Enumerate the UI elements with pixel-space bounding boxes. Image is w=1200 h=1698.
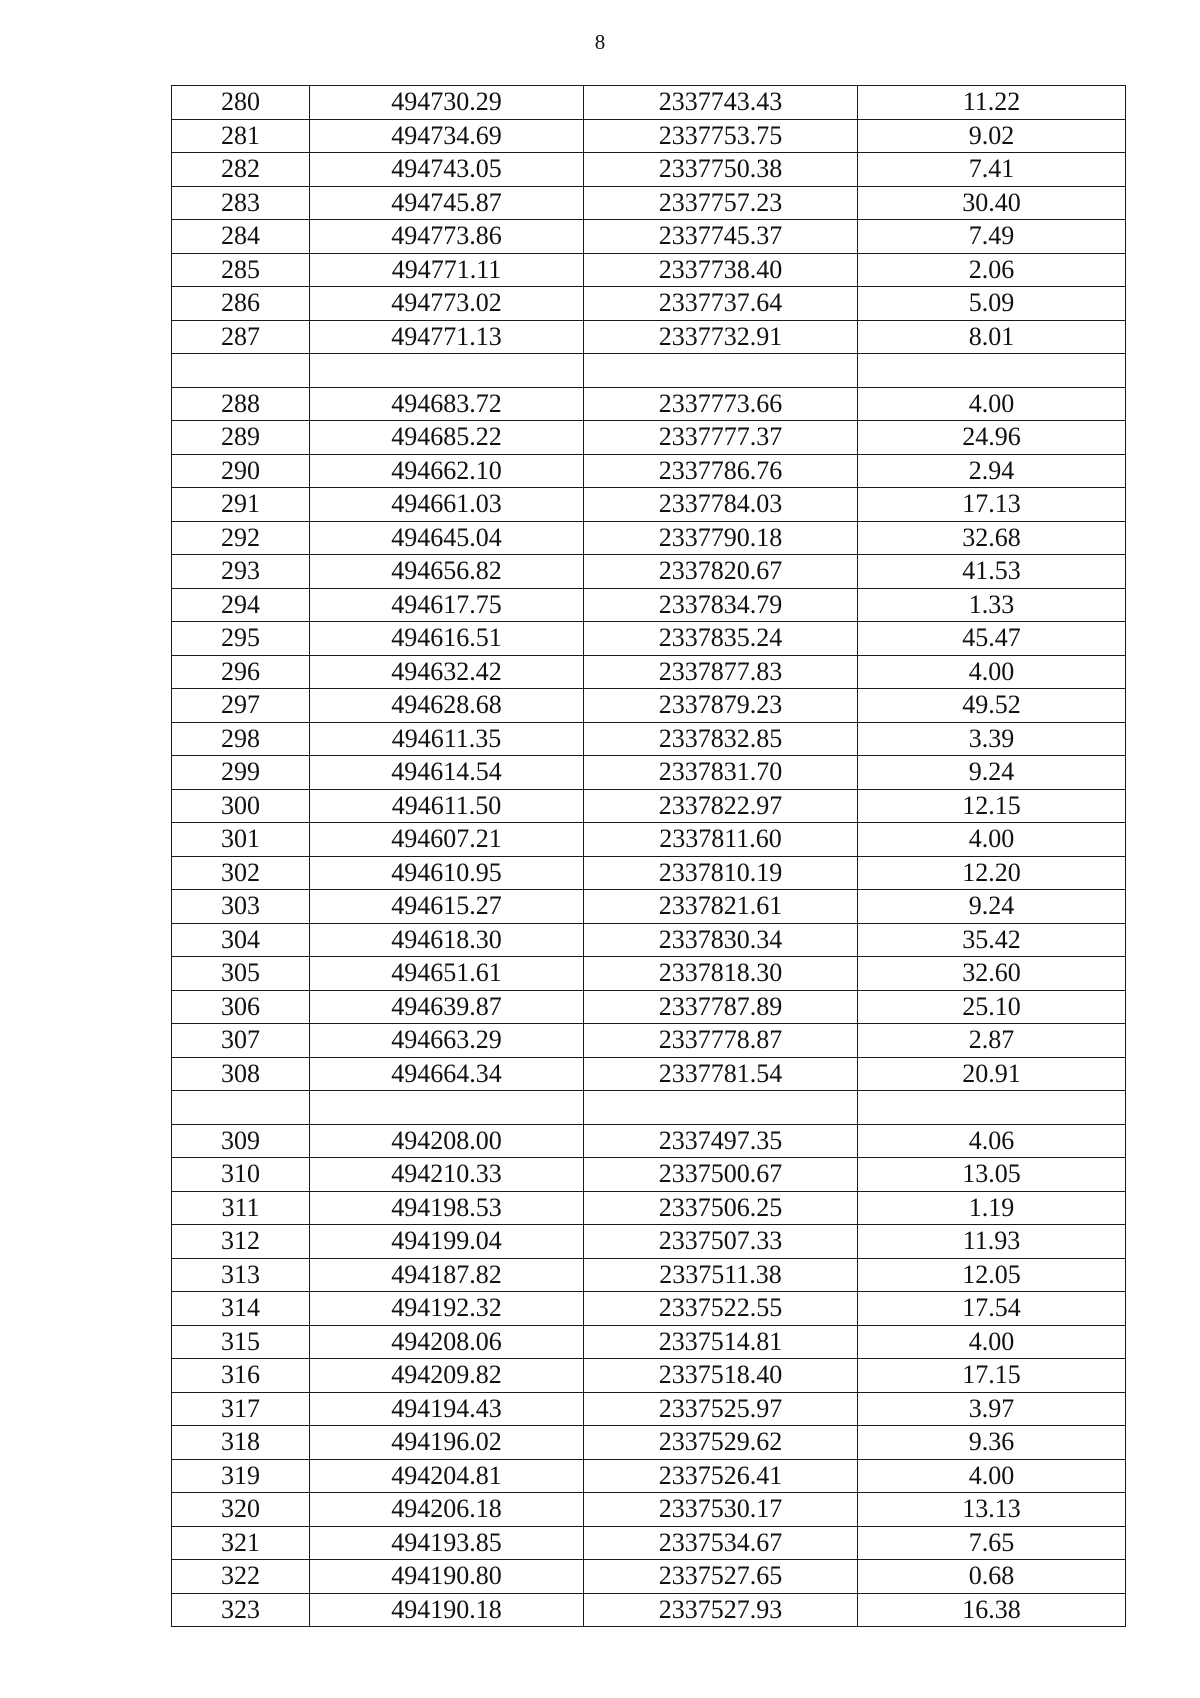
y-coordinate-cell: 2337743.43: [584, 86, 858, 120]
distance-cell: 4.00: [858, 823, 1126, 857]
table-row: [172, 823, 1126, 857]
point-number-cell: 287: [172, 320, 310, 354]
point-number-cell: 299: [172, 756, 310, 790]
table-row: [172, 86, 1126, 120]
distance-cell: 17.15: [858, 1359, 1126, 1393]
x-coordinate-cell: 494206.18: [310, 1493, 584, 1527]
table-row: [172, 1225, 1126, 1259]
table-row: [172, 119, 1126, 153]
distance-cell: 9.24: [858, 890, 1126, 924]
table-row: [172, 287, 1126, 321]
y-coordinate-cell: 2337732.91: [584, 320, 858, 354]
y-coordinate-cell: 2337877.83: [584, 655, 858, 689]
x-coordinate-cell: 494196.02: [310, 1426, 584, 1460]
x-coordinate-cell: 494190.80: [310, 1560, 584, 1594]
table-row: [172, 153, 1126, 187]
point-number-cell: 316: [172, 1359, 310, 1393]
x-coordinate-cell: 494210.33: [310, 1158, 584, 1192]
point-number-cell: 289: [172, 421, 310, 455]
point-number-cell: 284: [172, 220, 310, 254]
x-coordinate-cell: 494198.53: [310, 1191, 584, 1225]
x-coordinate-cell: 494628.68: [310, 689, 584, 723]
table-row: [172, 1158, 1126, 1192]
y-coordinate-cell: 2337834.79: [584, 588, 858, 622]
distance-cell: 16.38: [858, 1593, 1126, 1627]
point-number-cell: 310: [172, 1158, 310, 1192]
x-coordinate-cell: 494734.69: [310, 119, 584, 153]
distance-cell: 3.97: [858, 1392, 1126, 1426]
point-number-cell: 318: [172, 1426, 310, 1460]
distance-cell: 30.40: [858, 186, 1126, 220]
y-coordinate-cell: 2337527.65: [584, 1560, 858, 1594]
x-coordinate-cell: 494208.00: [310, 1124, 584, 1158]
x-coordinate-cell: 494192.32: [310, 1292, 584, 1326]
point-number-cell: 302: [172, 856, 310, 890]
table-row: [172, 1493, 1126, 1527]
y-coordinate-cell: 2337787.89: [584, 990, 858, 1024]
table-row: [172, 454, 1126, 488]
table-row: [172, 1359, 1126, 1393]
table-row: [172, 990, 1126, 1024]
table-row: [172, 1258, 1126, 1292]
distance-cell: [858, 354, 1126, 388]
y-coordinate-cell: 2337518.40: [584, 1359, 858, 1393]
table-row: [172, 521, 1126, 555]
distance-cell: 2.87: [858, 1024, 1126, 1058]
table-row: [172, 421, 1126, 455]
x-coordinate-cell: 494645.04: [310, 521, 584, 555]
y-coordinate-cell: 2337738.40: [584, 253, 858, 287]
distance-cell: 0.68: [858, 1560, 1126, 1594]
y-coordinate-cell: 2337835.24: [584, 622, 858, 656]
distance-cell: 8.01: [858, 320, 1126, 354]
point-number-cell: 317: [172, 1392, 310, 1426]
point-number-cell: 321: [172, 1526, 310, 1560]
x-coordinate-cell: 494618.30: [310, 923, 584, 957]
point-number-cell: 315: [172, 1325, 310, 1359]
table-row: [172, 689, 1126, 723]
y-coordinate-cell: 2337790.18: [584, 521, 858, 555]
distance-cell: 25.10: [858, 990, 1126, 1024]
x-coordinate-cell: 494639.87: [310, 990, 584, 1024]
point-number-cell: 309: [172, 1124, 310, 1158]
table-row: [172, 722, 1126, 756]
y-coordinate-cell: 2337753.75: [584, 119, 858, 153]
point-number-cell: 295: [172, 622, 310, 656]
y-coordinate-cell: 2337525.97: [584, 1392, 858, 1426]
y-coordinate-cell: 2337778.87: [584, 1024, 858, 1058]
y-coordinate-cell: 2337529.62: [584, 1426, 858, 1460]
distance-cell: 20.91: [858, 1057, 1126, 1091]
table-row: [172, 1057, 1126, 1091]
table-row: [172, 555, 1126, 589]
table-row: [172, 1560, 1126, 1594]
table-row: [172, 1526, 1126, 1560]
table-row: [172, 1426, 1126, 1460]
table-row: [172, 622, 1126, 656]
y-coordinate-cell: 2337818.30: [584, 957, 858, 991]
table-body: [172, 86, 1126, 1627]
table-row: [172, 588, 1126, 622]
x-coordinate-cell: 494193.85: [310, 1526, 584, 1560]
point-number-cell: 293: [172, 555, 310, 589]
distance-cell: 17.13: [858, 488, 1126, 522]
point-number-cell: 296: [172, 655, 310, 689]
y-coordinate-cell: 2337750.38: [584, 153, 858, 187]
distance-cell: 41.53: [858, 555, 1126, 589]
table-row: [172, 1392, 1126, 1426]
point-number-cell: 314: [172, 1292, 310, 1326]
distance-cell: 13.13: [858, 1493, 1126, 1527]
point-number-cell: 294: [172, 588, 310, 622]
y-coordinate-cell: 2337530.17: [584, 1493, 858, 1527]
y-coordinate-cell: 2337757.23: [584, 186, 858, 220]
point-number-cell: 291: [172, 488, 310, 522]
point-number-cell: 292: [172, 521, 310, 555]
table-row: [172, 1593, 1126, 1627]
table-row: [172, 387, 1126, 421]
y-coordinate-cell: 2337514.81: [584, 1325, 858, 1359]
distance-cell: 12.20: [858, 856, 1126, 890]
y-coordinate-cell: 2337786.76: [584, 454, 858, 488]
x-coordinate-cell: 494611.35: [310, 722, 584, 756]
y-coordinate-cell: 2337534.67: [584, 1526, 858, 1560]
table-row: [172, 320, 1126, 354]
distance-cell: 7.65: [858, 1526, 1126, 1560]
distance-cell: 5.09: [858, 287, 1126, 321]
distance-cell: 24.96: [858, 421, 1126, 455]
point-number-cell: 283: [172, 186, 310, 220]
x-coordinate-cell: 494610.95: [310, 856, 584, 890]
x-coordinate-cell: 494614.54: [310, 756, 584, 790]
y-coordinate-cell: 2337737.64: [584, 287, 858, 321]
point-number-cell: 304: [172, 923, 310, 957]
x-coordinate-cell: 494771.11: [310, 253, 584, 287]
y-coordinate-cell: 2337820.67: [584, 555, 858, 589]
point-number-cell: 311: [172, 1191, 310, 1225]
distance-cell: 4.00: [858, 1459, 1126, 1493]
x-coordinate-cell: 494730.29: [310, 86, 584, 120]
point-number-cell: 313: [172, 1258, 310, 1292]
x-coordinate-cell: 494615.27: [310, 890, 584, 924]
x-coordinate-cell: 494663.29: [310, 1024, 584, 1058]
point-number-cell: 312: [172, 1225, 310, 1259]
y-coordinate-cell: 2337879.23: [584, 689, 858, 723]
distance-cell: 2.06: [858, 253, 1126, 287]
y-coordinate-cell: 2337511.38: [584, 1258, 858, 1292]
point-number-cell: 281: [172, 119, 310, 153]
y-coordinate-cell: 2337821.61: [584, 890, 858, 924]
y-coordinate-cell: 2337506.25: [584, 1191, 858, 1225]
y-coordinate-cell: 2337822.97: [584, 789, 858, 823]
table-row: [172, 488, 1126, 522]
coordinates-table: [171, 85, 1126, 1627]
table-row: [172, 253, 1126, 287]
y-coordinate-cell: [584, 1091, 858, 1125]
x-coordinate-cell: 494617.75: [310, 588, 584, 622]
separator-row: [172, 354, 1126, 388]
y-coordinate-cell: 2337784.03: [584, 488, 858, 522]
distance-cell: 1.33: [858, 588, 1126, 622]
y-coordinate-cell: 2337777.37: [584, 421, 858, 455]
point-number-cell: 286: [172, 287, 310, 321]
y-coordinate-cell: 2337500.67: [584, 1158, 858, 1192]
distance-cell: 4.06: [858, 1124, 1126, 1158]
x-coordinate-cell: 494683.72: [310, 387, 584, 421]
x-coordinate-cell: 494656.82: [310, 555, 584, 589]
x-coordinate-cell: [310, 1091, 584, 1125]
distance-cell: 4.00: [858, 1325, 1126, 1359]
table-row: [172, 186, 1126, 220]
point-number-cell: 298: [172, 722, 310, 756]
y-coordinate-cell: 2337781.54: [584, 1057, 858, 1091]
y-coordinate-cell: 2337522.55: [584, 1292, 858, 1326]
table-row: [172, 1191, 1126, 1225]
table-row: [172, 1325, 1126, 1359]
x-coordinate-cell: 494208.06: [310, 1325, 584, 1359]
distance-cell: 9.02: [858, 119, 1126, 153]
distance-cell: 32.60: [858, 957, 1126, 991]
point-number-cell: 303: [172, 890, 310, 924]
distance-cell: 4.00: [858, 387, 1126, 421]
table-row: [172, 1459, 1126, 1493]
x-coordinate-cell: 494743.05: [310, 153, 584, 187]
x-coordinate-cell: 494685.22: [310, 421, 584, 455]
point-number-cell: 288: [172, 387, 310, 421]
distance-cell: 32.68: [858, 521, 1126, 555]
point-number-cell: 280: [172, 86, 310, 120]
point-number-cell: 300: [172, 789, 310, 823]
distance-cell: 3.39: [858, 722, 1126, 756]
point-number-cell: 319: [172, 1459, 310, 1493]
x-coordinate-cell: 494745.87: [310, 186, 584, 220]
y-coordinate-cell: 2337832.85: [584, 722, 858, 756]
table-row: [172, 856, 1126, 890]
point-number-cell: 305: [172, 957, 310, 991]
point-number-cell: [172, 354, 310, 388]
y-coordinate-cell: [584, 354, 858, 388]
point-number-cell: 301: [172, 823, 310, 857]
point-number-cell: 290: [172, 454, 310, 488]
distance-cell: 45.47: [858, 622, 1126, 656]
x-coordinate-cell: 494616.51: [310, 622, 584, 656]
distance-cell: 7.41: [858, 153, 1126, 187]
y-coordinate-cell: 2337745.37: [584, 220, 858, 254]
x-coordinate-cell: 494190.18: [310, 1593, 584, 1627]
distance-cell: 11.93: [858, 1225, 1126, 1259]
table-row: [172, 1024, 1126, 1058]
x-coordinate-cell: [310, 354, 584, 388]
separator-row: [172, 1091, 1126, 1125]
point-number-cell: 297: [172, 689, 310, 723]
table-row: [172, 923, 1126, 957]
table-row: [172, 957, 1126, 991]
distance-cell: 49.52: [858, 689, 1126, 723]
x-coordinate-cell: 494199.04: [310, 1225, 584, 1259]
distance-cell: 4.00: [858, 655, 1126, 689]
point-number-cell: 306: [172, 990, 310, 1024]
y-coordinate-cell: 2337811.60: [584, 823, 858, 857]
x-coordinate-cell: 494661.03: [310, 488, 584, 522]
distance-cell: 9.36: [858, 1426, 1126, 1460]
table-row: [172, 655, 1126, 689]
x-coordinate-cell: 494664.34: [310, 1057, 584, 1091]
x-coordinate-cell: 494611.50: [310, 789, 584, 823]
y-coordinate-cell: 2337507.33: [584, 1225, 858, 1259]
distance-cell: 17.54: [858, 1292, 1126, 1326]
point-number-cell: 282: [172, 153, 310, 187]
x-coordinate-cell: 494204.81: [310, 1459, 584, 1493]
y-coordinate-cell: 2337497.35: [584, 1124, 858, 1158]
x-coordinate-cell: 494773.86: [310, 220, 584, 254]
y-coordinate-cell: 2337526.41: [584, 1459, 858, 1493]
point-number-cell: 308: [172, 1057, 310, 1091]
x-coordinate-cell: 494771.13: [310, 320, 584, 354]
distance-cell: 35.42: [858, 923, 1126, 957]
table-row: [172, 890, 1126, 924]
distance-cell: 2.94: [858, 454, 1126, 488]
page-number: 8: [594, 30, 606, 54]
y-coordinate-cell: 2337830.34: [584, 923, 858, 957]
point-number-cell: 323: [172, 1593, 310, 1627]
y-coordinate-cell: 2337810.19: [584, 856, 858, 890]
distance-cell: 1.19: [858, 1191, 1126, 1225]
distance-cell: 9.24: [858, 756, 1126, 790]
y-coordinate-cell: 2337773.66: [584, 387, 858, 421]
point-number-cell: 320: [172, 1493, 310, 1527]
x-coordinate-cell: 494632.42: [310, 655, 584, 689]
point-number-cell: 285: [172, 253, 310, 287]
distance-cell: 12.05: [858, 1258, 1126, 1292]
table-row: [172, 1292, 1126, 1326]
distance-cell: 12.15: [858, 789, 1126, 823]
y-coordinate-cell: 2337831.70: [584, 756, 858, 790]
table-row: [172, 1124, 1126, 1158]
x-coordinate-cell: 494773.02: [310, 287, 584, 321]
x-coordinate-cell: 494607.21: [310, 823, 584, 857]
distance-cell: [858, 1091, 1126, 1125]
table-row: [172, 789, 1126, 823]
y-coordinate-cell: 2337527.93: [584, 1593, 858, 1627]
table-row: [172, 756, 1126, 790]
point-number-cell: 307: [172, 1024, 310, 1058]
distance-cell: 7.49: [858, 220, 1126, 254]
point-number-cell: 322: [172, 1560, 310, 1594]
x-coordinate-cell: 494194.43: [310, 1392, 584, 1426]
table-row: [172, 220, 1126, 254]
x-coordinate-cell: 494209.82: [310, 1359, 584, 1393]
distance-cell: 13.05: [858, 1158, 1126, 1192]
x-coordinate-cell: 494187.82: [310, 1258, 584, 1292]
distance-cell: 11.22: [858, 86, 1126, 120]
x-coordinate-cell: 494662.10: [310, 454, 584, 488]
x-coordinate-cell: 494651.61: [310, 957, 584, 991]
point-number-cell: [172, 1091, 310, 1125]
